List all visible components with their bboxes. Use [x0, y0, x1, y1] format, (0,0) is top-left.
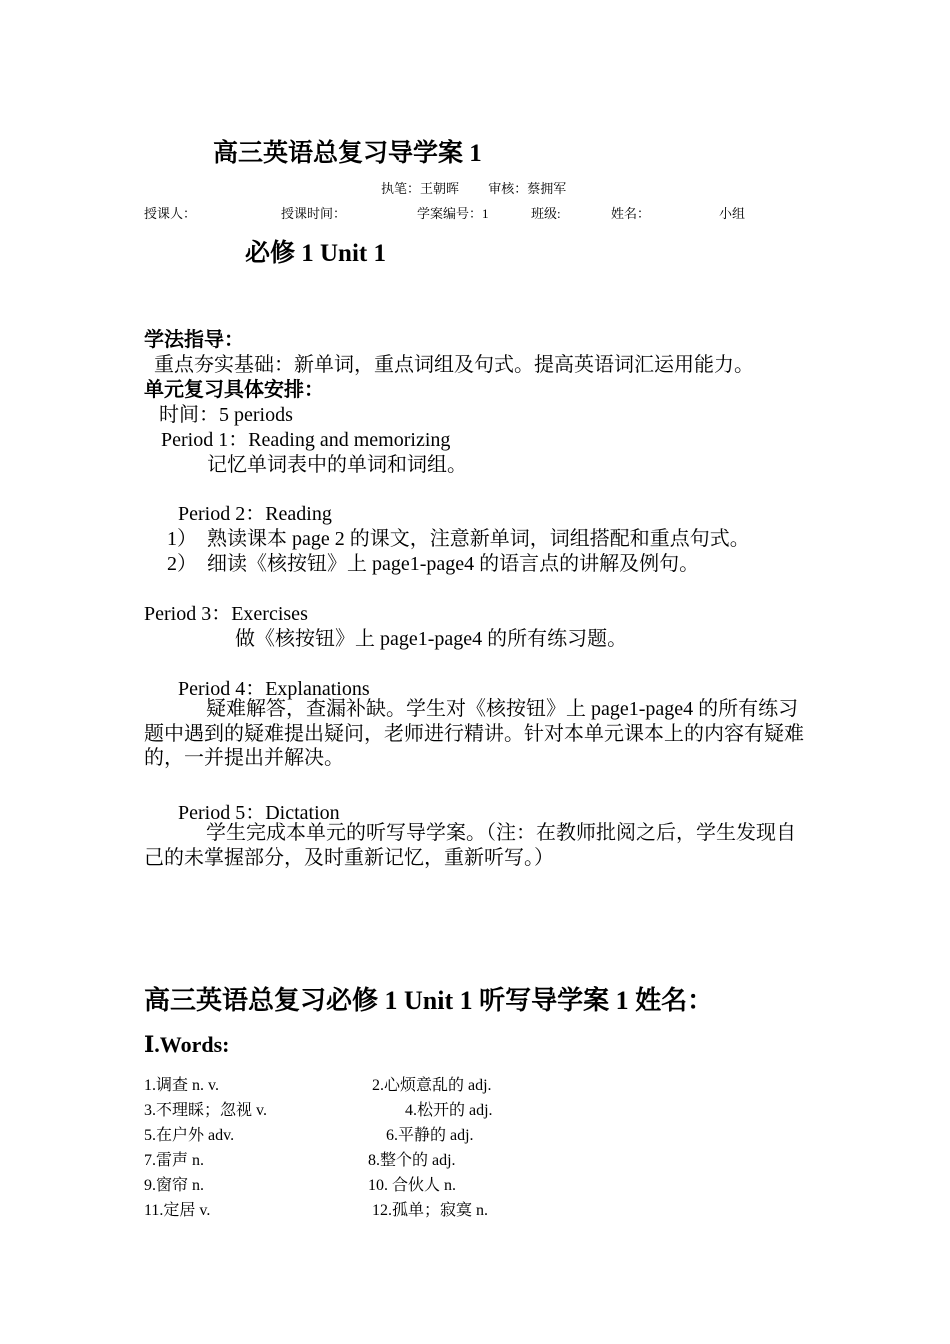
document-title: 高三英语总复习导学案 1 [213, 140, 482, 167]
word-item: 10. 合伙人 n. [368, 1177, 457, 1194]
period5-title: Period 5：Dictation [178, 802, 340, 824]
period4-title: Period 4：Explanations [178, 678, 370, 700]
word-item: 1.调查 n. v. [144, 1077, 219, 1094]
word-item: 9.窗帘 n. [144, 1177, 205, 1194]
period2-item2-number: 2） [167, 553, 197, 575]
period1-title: Period 1：Reading and memorizing [161, 429, 451, 451]
arrangement-heading: 单元复习具体安排： [144, 379, 324, 401]
time-periods: 时间：5 periods [159, 404, 293, 426]
word-item: 4.松开的 adj. [405, 1102, 493, 1119]
time-label: 授课时间： [281, 206, 347, 221]
period5-text: 学生完成本单元的听写导学案。（注：在教师批阅之后，学生发现自己的未掌握部分，及时重新记忆，重新听写。） [144, 822, 796, 869]
word-item: 8.整个的 adj. [368, 1152, 456, 1169]
unit-title: 必修 1 Unit 1 [245, 240, 386, 267]
word-item: 12.孤单；寂寞 n. [372, 1202, 489, 1219]
period1-text: 记忆单词表中的单词和词组。 [207, 454, 467, 476]
word-item: 3.不理睬；忽视 v. [144, 1102, 267, 1119]
period3-text: 做《核按钮》上 page1-page4 的所有练习题。 [235, 628, 628, 650]
period4-text: 疑难解答，查漏补缺。学生对《核按钮》上 page1-page4 的所有练习题中遇到的疑难提出疑问，老师进行精讲。针对本单元课本上的内容有疑难的，一并提出并解决。 [144, 698, 804, 769]
teacher-label: 授课人： [144, 206, 197, 221]
guidance-heading: 学法指导： [144, 329, 244, 351]
period3-title: Period 3：Exercises [144, 603, 308, 625]
name-label: 姓名： [611, 206, 651, 221]
period2-item2: 细读《核按钮》上 page1-page4 的语言点的讲解及例句。 [207, 553, 700, 575]
class-label: 班级: [531, 206, 561, 221]
period2-item1: 熟读课本 page 2 的课文，注意新单词，词组搭配和重点句式。 [207, 528, 750, 550]
period2-title: Period 2：Reading [178, 503, 332, 525]
word-item: 2.心烦意乱的 adj. [372, 1077, 492, 1094]
words-heading: Ⅰ.Words: [144, 1032, 230, 1057]
word-item: 7.雷声 n. [144, 1152, 205, 1169]
word-item: 11.定居 v. [144, 1202, 211, 1219]
period2-item1-number: 1） [167, 528, 197, 550]
number-label: 学案编号：1 [417, 206, 489, 221]
guidance-text: 重点夯实基础：新单词，重点词组及句式。提高英语词汇运用能力。 [154, 354, 754, 376]
word-item: 5.在户外 adv. [144, 1127, 235, 1144]
group-label: 小组 [719, 206, 746, 221]
word-item: 6.平静的 adj. [386, 1127, 474, 1144]
authors-line: 执笔：王朝晖 审核：蔡拥军 [381, 181, 567, 196]
dictation-title: 高三英语总复习必修 1 Unit 1 听写导学案 1 姓名： [144, 986, 714, 1015]
